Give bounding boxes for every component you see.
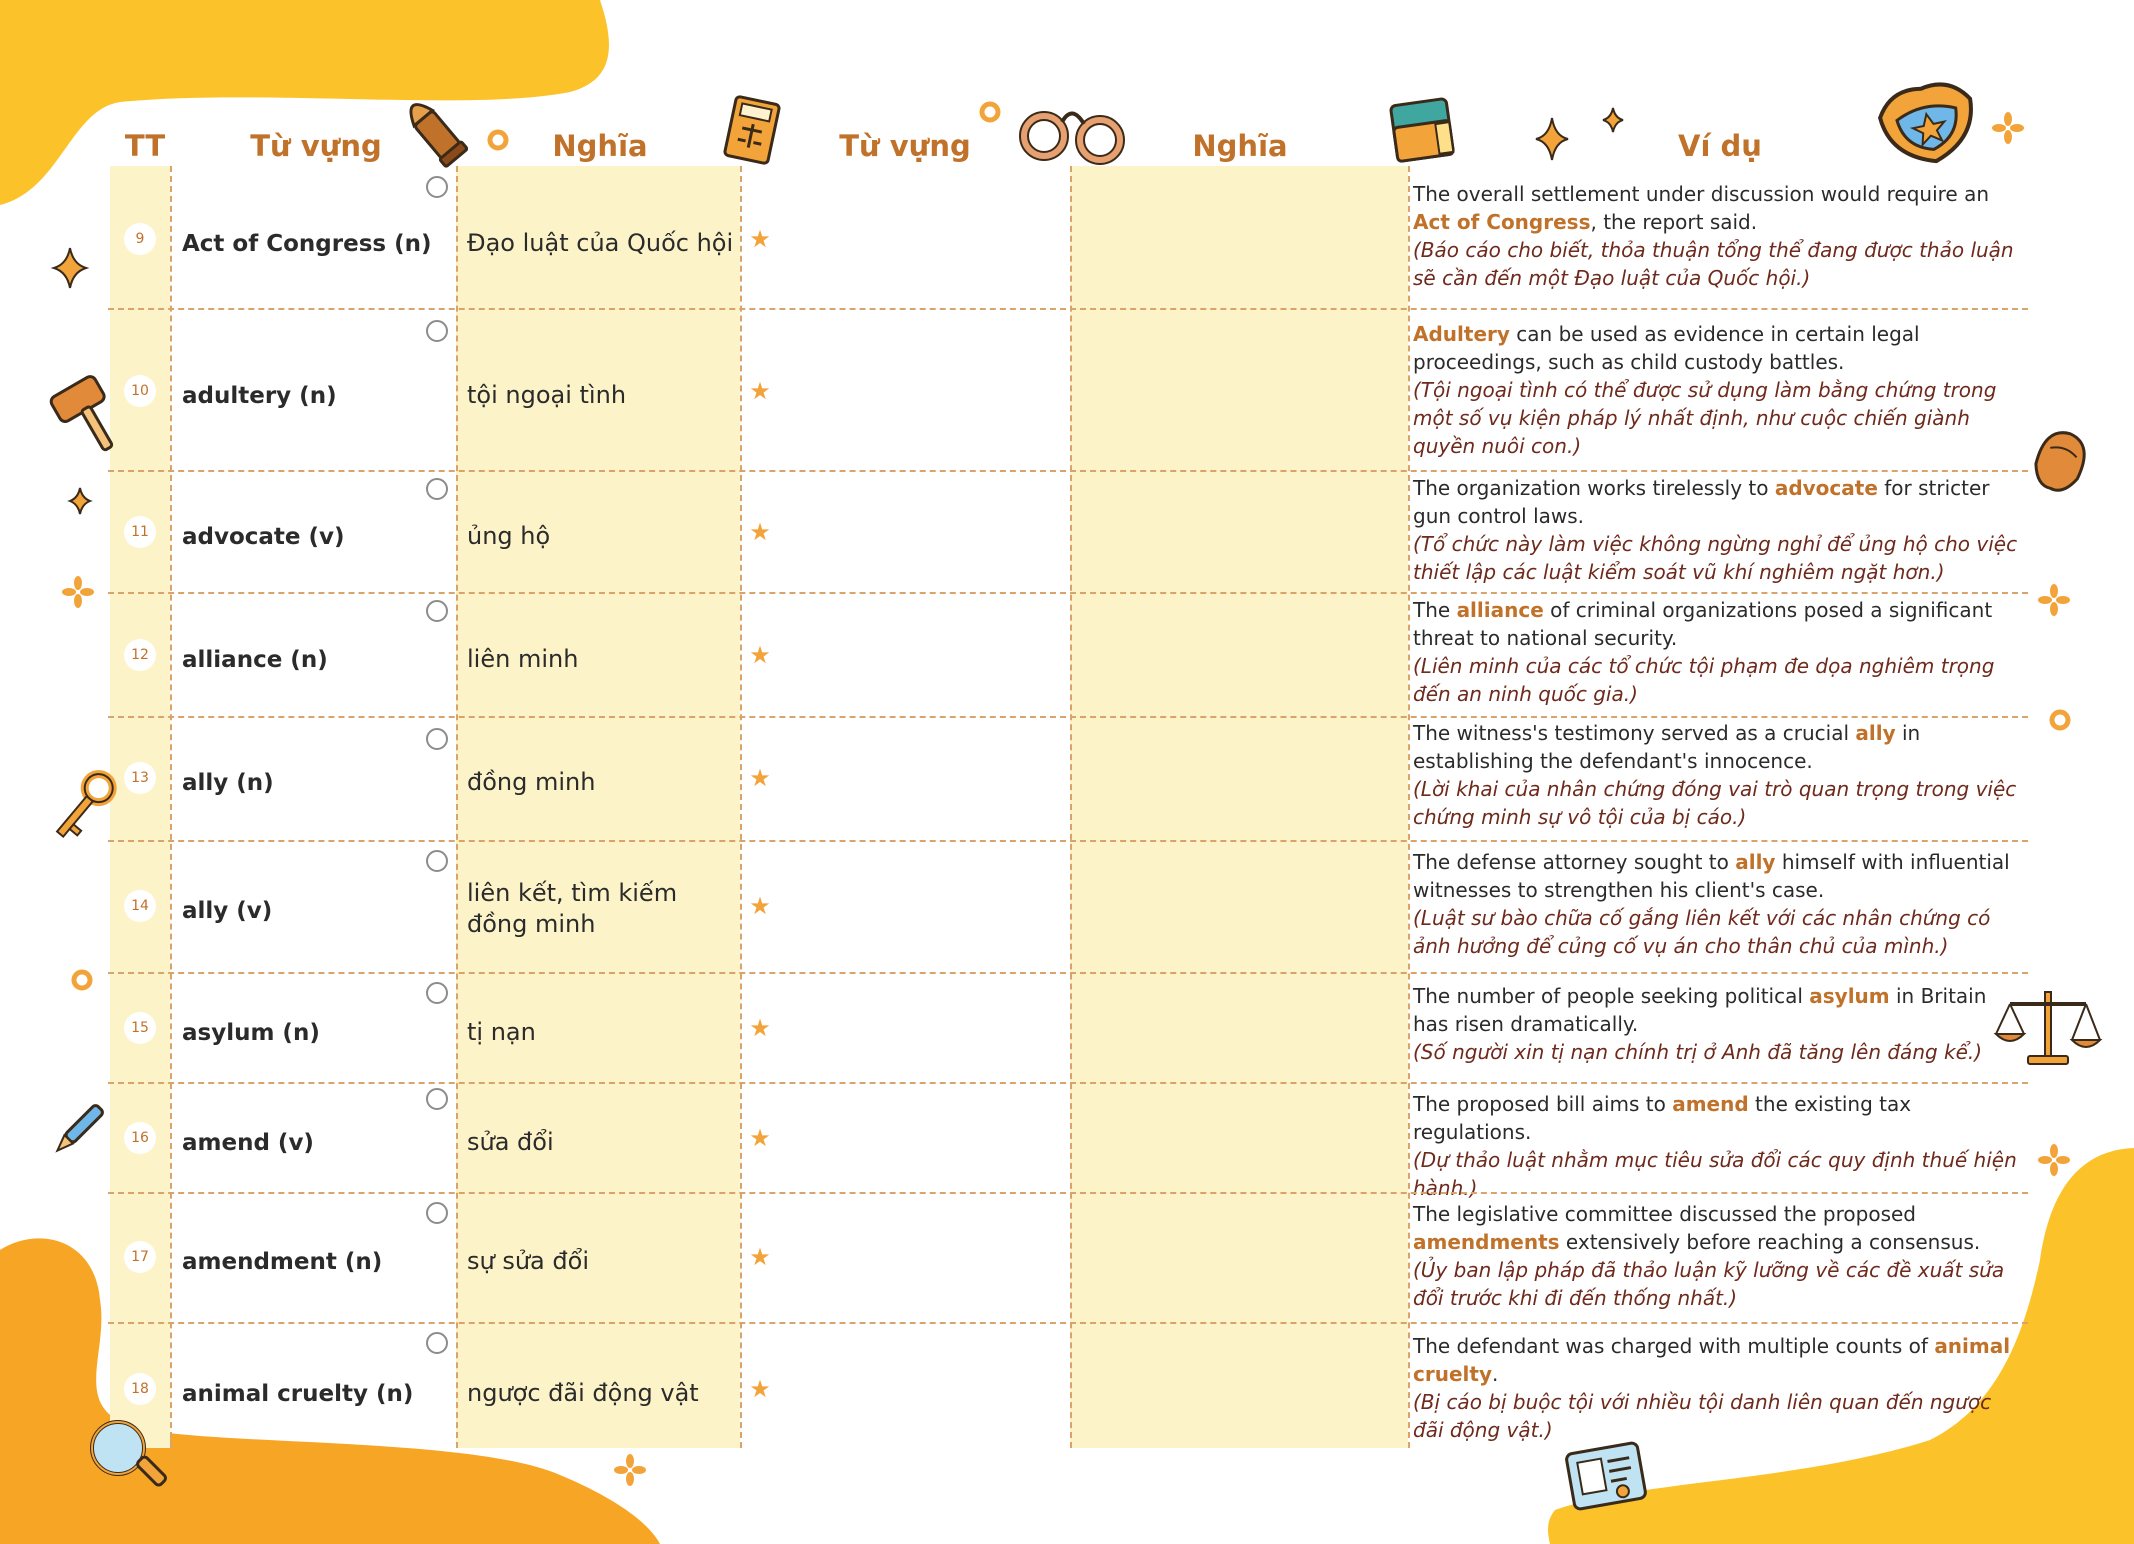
table-row <box>0 972 2134 1080</box>
vocab-meaning: liên kết, tìm kiếm đồng minh <box>467 879 678 938</box>
header-tu-vung-practice: Từ vựng <box>839 129 971 163</box>
example-sentence: Adultery can be used as evidence in certain legal proceedings, such as child custody battles. (Tội ngoại tình có thể được sử dụng làm bằng chứng trong một số vụ kiện pháp lý nhất định, như cuộc chiến giành quyền nuôi con.) <box>1413 320 2025 460</box>
example-translation: (Tội ngoại tình có thể được sử dụng làm bằng chứng trong một số vụ kiện pháp lý nhất định, như cuộc chiến giành quyền nuôi con.) <box>1413 378 1997 458</box>
example-keyword: Act of Congress <box>1413 210 1591 234</box>
star-icon: ★ <box>749 764 771 792</box>
row-divider <box>108 840 2028 842</box>
table-row <box>0 470 2134 590</box>
row-number: 13 <box>124 762 156 794</box>
example-translation: (Bị cáo bị buộc tội với nhiều tội danh liên quan đến ngược đãi động vật.) <box>1413 1390 1992 1442</box>
star-icon: ★ <box>749 518 771 546</box>
row-divider <box>108 592 2028 594</box>
table-row <box>0 308 2134 468</box>
checkbox-circle[interactable] <box>426 320 448 342</box>
example-sentence: The legislative committee discussed the proposed amendments extensively before reaching a consensus. (Ủy ban lập pháp đã thảo luận kỹ lưỡng về các đề xuất sửa đổi trước khi đi đến thống nhất.) <box>1413 1200 2025 1312</box>
table-row <box>0 166 2134 306</box>
vocab-meaning: liên minh <box>467 645 579 673</box>
example-keyword: Adultery <box>1413 322 1510 346</box>
vocab-word: alliance (n) <box>182 647 328 673</box>
vocab-meaning: tị nạn <box>467 1018 536 1046</box>
vocab-word: Act of Congress (n) <box>182 231 432 257</box>
row-divider <box>108 716 2028 718</box>
checkbox-circle[interactable] <box>426 478 448 500</box>
example-translation: (Báo cáo cho biết, thỏa thuận tổng thể đang được thảo luận sẽ cần đến một Đạo luật của Quốc hội.) <box>1413 238 2014 290</box>
star-icon: ★ <box>749 1124 771 1152</box>
row-number: 9 <box>124 223 156 255</box>
vocab-meaning: ngược đãi động vật <box>467 1379 699 1407</box>
example-keyword: ally <box>1855 721 1896 745</box>
table-row <box>0 716 2134 838</box>
example-sentence: The defendant was charged with multiple counts of animal cruelty. (Bị cáo bị buộc tội với nhiều tội danh liên quan đến ngược đãi động vật.) <box>1413 1332 2025 1444</box>
row-divider <box>108 972 2028 974</box>
example-keyword: alliance <box>1456 598 1544 622</box>
star-icon: ★ <box>749 1014 771 1042</box>
example-sentence: The proposed bill aims to amend the existing tax regulations. (Dự thảo luật nhằm mục tiêu sửa đổi các quy định thuế hiện hành.) <box>1413 1090 2025 1202</box>
header-nghia: Nghĩa <box>552 129 648 163</box>
vocab-word: amend (v) <box>182 1130 314 1156</box>
example-keyword: amendments <box>1413 1230 1560 1254</box>
row-number: 17 <box>124 1241 156 1273</box>
example-translation: (Tổ chức này làm việc không ngừng nghỉ để ủng hộ cho việc thiết lập các luật kiểm soát vũ khí nghiêm ngặt hơn.) <box>1413 532 2018 584</box>
header-vi-du: Ví dụ <box>1678 129 1762 163</box>
table-row <box>0 1192 2134 1320</box>
table-row <box>0 1082 2134 1200</box>
row-number: 14 <box>124 890 156 922</box>
example-keyword: advocate <box>1774 476 1878 500</box>
vocab-meaning: sửa đổi <box>467 1128 554 1156</box>
example-translation: (Lời khai của nhân chứng đóng vai trò quan trọng trong việc chứng minh sự vô tội của bị cáo.) <box>1413 777 2017 829</box>
vocab-meaning: đồng minh <box>467 768 596 796</box>
row-number: 15 <box>124 1012 156 1044</box>
star-icon: ★ <box>749 892 771 920</box>
table-row <box>0 1322 2134 1448</box>
checkbox-circle[interactable] <box>426 176 448 198</box>
vocab-meaning: tội ngoại tình <box>467 381 627 409</box>
checkbox-circle[interactable] <box>426 982 448 1004</box>
row-number: 10 <box>124 375 156 407</box>
vocab-word: animal cruelty (n) <box>182 1381 414 1407</box>
row-number: 12 <box>124 639 156 671</box>
example-translation: (Luật sư bào chữa cố gắng liên kết với các nhân chứng có ảnh hưởng để củng cố vụ án cho thân chủ của mình.) <box>1413 906 1991 958</box>
table-row <box>0 592 2134 714</box>
checkbox-circle[interactable] <box>426 728 448 750</box>
vocab-word: advocate (v) <box>182 524 345 550</box>
row-divider <box>108 1322 2028 1324</box>
header-tu-vung: Từ vựng <box>250 129 382 163</box>
checkbox-circle[interactable] <box>426 1202 448 1224</box>
header-nghia-practice: Nghĩa <box>1192 129 1288 163</box>
star-icon: ★ <box>749 225 771 253</box>
vocab-word: ally (v) <box>182 898 273 924</box>
example-keyword: ally <box>1735 850 1776 874</box>
header-tt: TT <box>124 129 166 163</box>
row-divider <box>108 1192 2028 1194</box>
example-translation: (Liên minh của các tổ chức tội phạm đe dọa nghiêm trọng đến an ninh quốc gia.) <box>1413 654 1995 706</box>
example-keyword: amend <box>1672 1092 1749 1116</box>
example-translation: (Số người xin tị nạn chính trị ở Anh đã tăng lên đáng kể.) <box>1413 1040 1983 1064</box>
example-translation: (Ủy ban lập pháp đã thảo luận kỹ lưỡng về các đề xuất sửa đổi trước khi đi đến thống nhất.) <box>1413 1258 2005 1310</box>
row-divider <box>108 470 2028 472</box>
vocab-meaning: Đạo luật của Quốc hội <box>467 229 734 257</box>
example-sentence: The witness's testimony served as a crucial ally in establishing the defendant's innocence. (Lời khai của nhân chứng đóng vai trò quan trọng trong việc chứng minh sự vô tội của bị cáo.) <box>1413 719 2025 831</box>
example-sentence: The number of people seeking political asylum in Britain has risen dramatically. (Số người xin tị nạn chính trị ở Anh đã tăng lên đáng kể.) <box>1413 982 2025 1066</box>
example-sentence: The overall settlement under discussion would require an Act of Congress, the report said. (Báo cáo cho biết, thỏa thuận tổng thể đang được thảo luận sẽ cần đến một Đạo luật của Quốc hội.) <box>1413 180 2025 292</box>
example-translation: (Dự thảo luật nhằm mục tiêu sửa đổi các quy định thuế hiện hành.) <box>1413 1148 2017 1200</box>
star-icon: ★ <box>749 377 771 405</box>
example-sentence: The defense attorney sought to ally himself with influential witnesses to strengthen his client's case. (Luật sư bào chữa cố gắng liên kết với các nhân chứng có ảnh hưởng để củng cố vụ án cho thân chủ của mình.) <box>1413 848 2025 960</box>
row-divider <box>108 308 2028 310</box>
row-divider <box>108 1082 2028 1084</box>
row-number: 18 <box>124 1373 156 1405</box>
checkbox-circle[interactable] <box>426 600 448 622</box>
example-keyword: asylum <box>1809 984 1890 1008</box>
checkbox-circle[interactable] <box>426 1088 448 1110</box>
vocab-meaning: sự sửa đổi <box>467 1247 589 1275</box>
star-icon: ★ <box>749 1375 771 1403</box>
example-keyword: animal cruelty <box>1413 1334 2011 1386</box>
star-icon: ★ <box>749 641 771 669</box>
example-sentence: The alliance of criminal organizations posed a significant threat to national security. (Liên minh của các tổ chức tội phạm đe dọa nghiêm trọng đến an ninh quốc gia.) <box>1413 596 2025 708</box>
row-number: 11 <box>124 516 156 548</box>
vocab-word: asylum (n) <box>182 1020 320 1046</box>
checkbox-circle[interactable] <box>426 1332 448 1354</box>
star-icon: ★ <box>749 1243 771 1271</box>
vocab-word: adultery (n) <box>182 383 337 409</box>
vocab-word: amendment (n) <box>182 1249 383 1275</box>
vocab-word: ally (n) <box>182 770 274 796</box>
table-row <box>0 840 2134 970</box>
checkbox-circle[interactable] <box>426 850 448 872</box>
example-sentence: The organization works tirelessly to advocate for stricter gun control laws. (Tổ chức này làm việc không ngừng nghỉ để ủng hộ cho việc thiết lập các luật kiểm soát vũ khí nghiêm ngặt hơn.) <box>1413 474 2025 586</box>
row-number: 16 <box>124 1122 156 1154</box>
vocab-meaning: ủng hộ <box>467 522 551 550</box>
